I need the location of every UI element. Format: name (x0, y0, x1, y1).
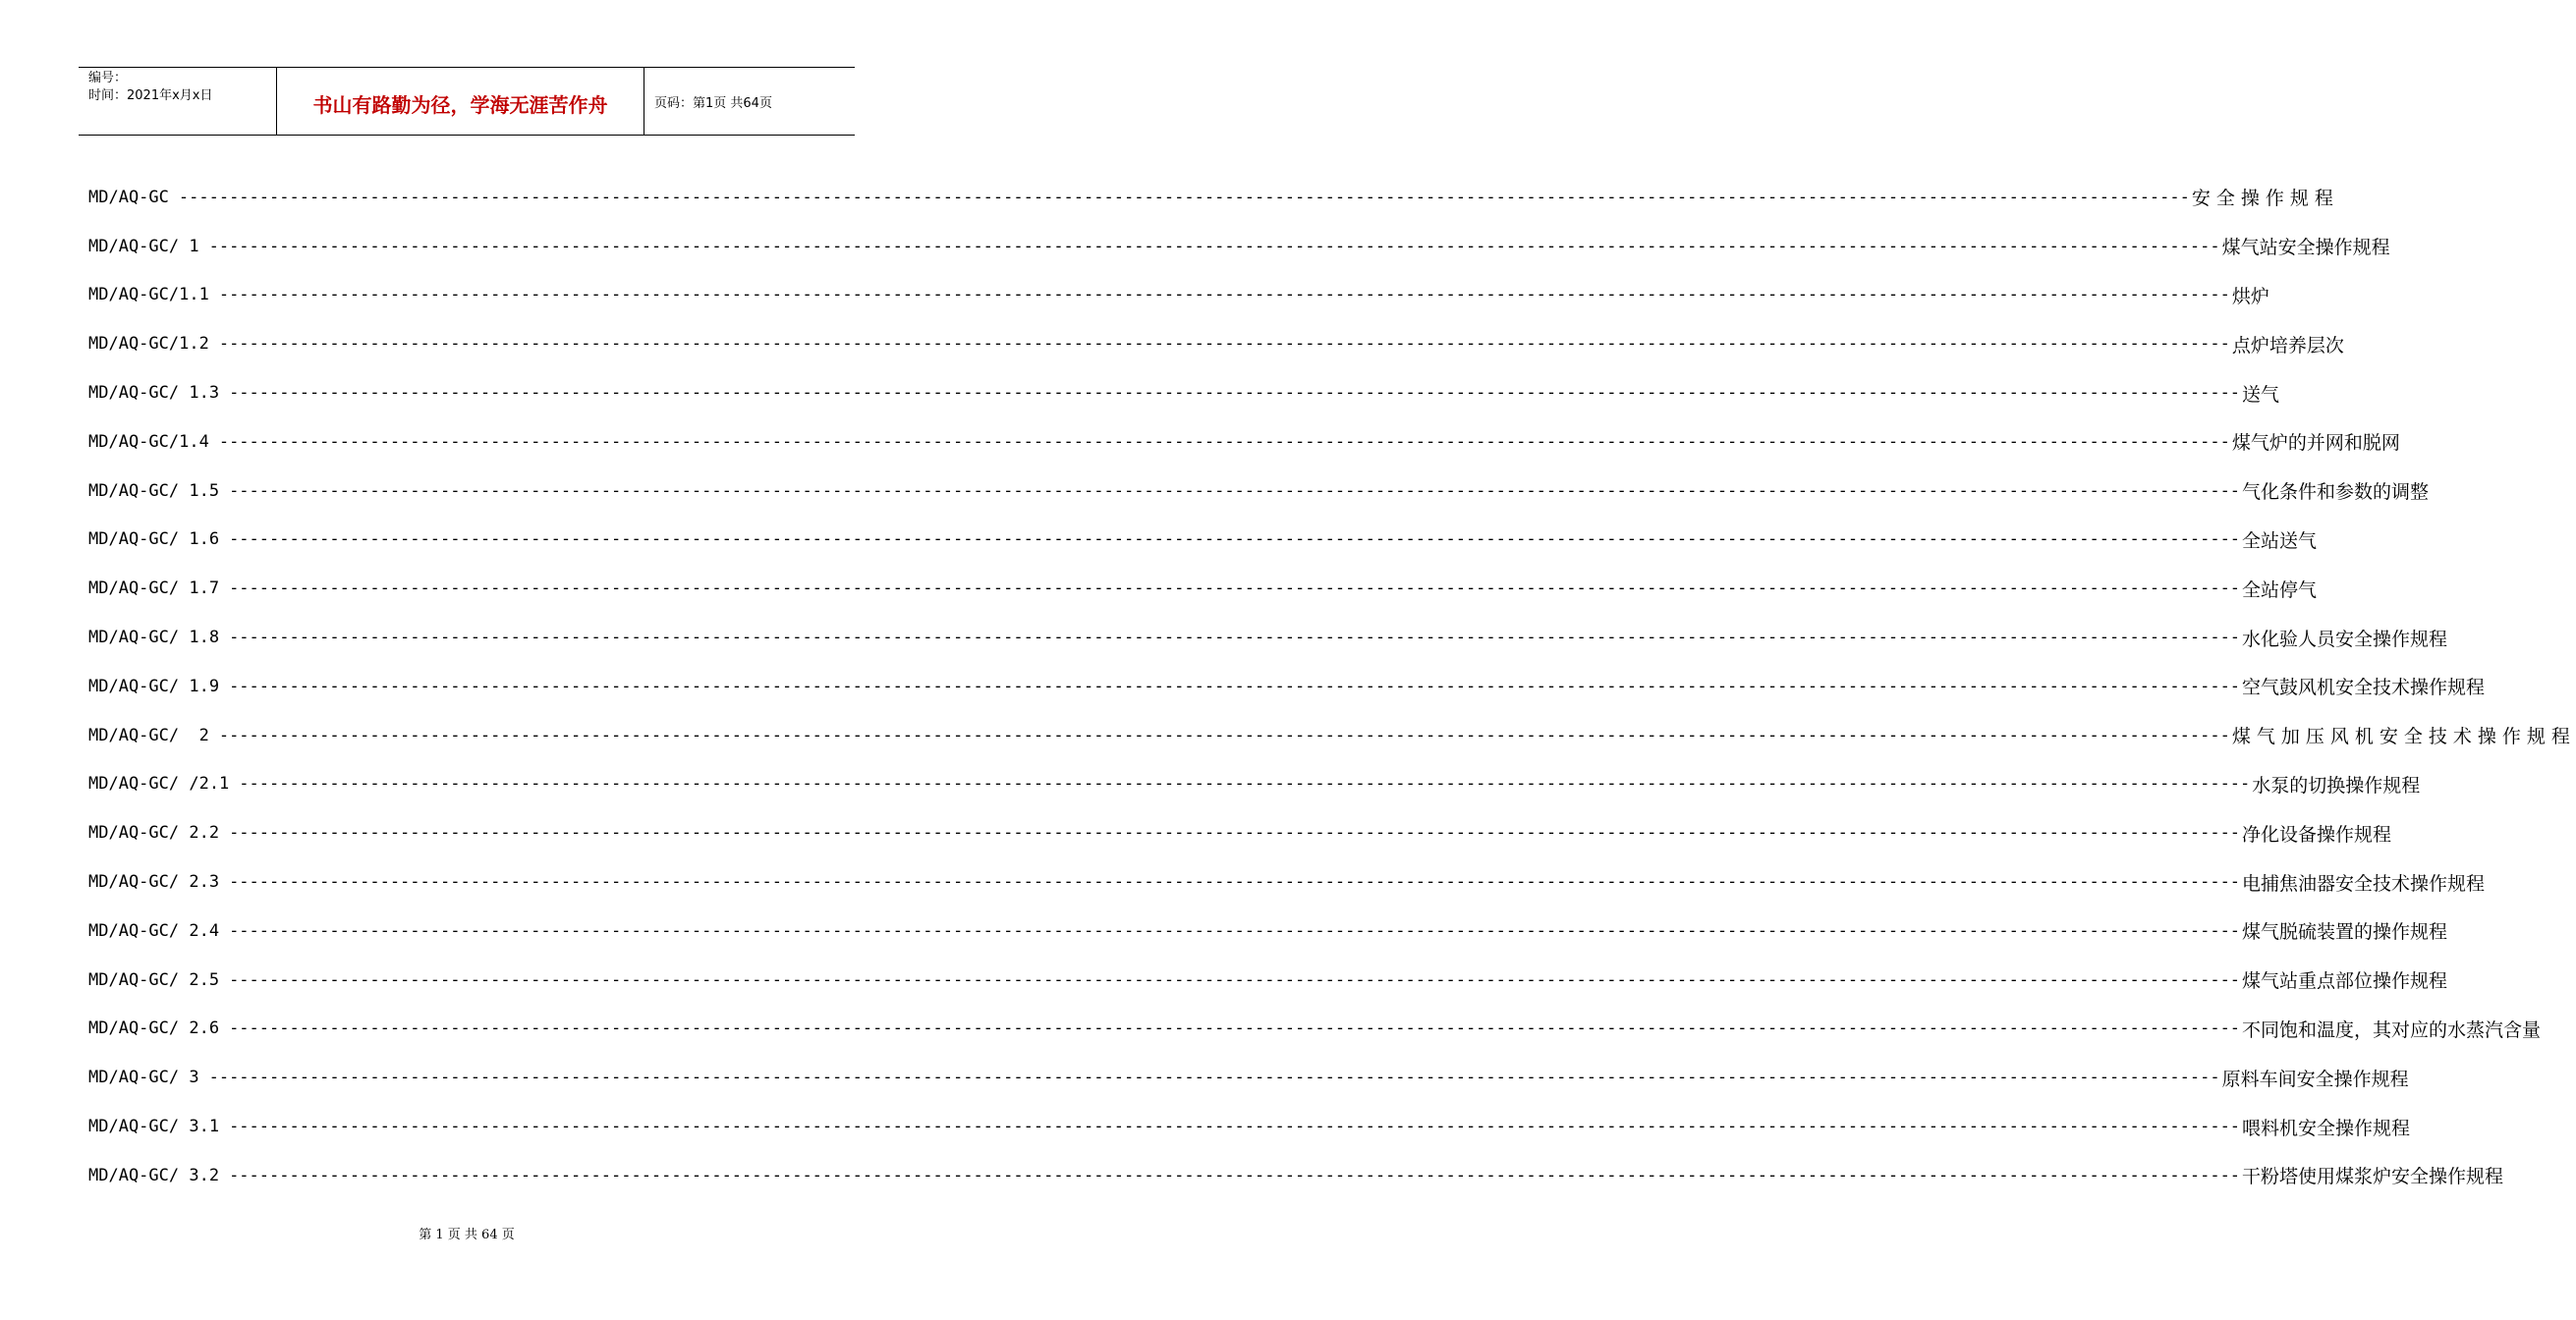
toc-entry-code: MD/AQ-GC/ 2.4 (88, 920, 220, 941)
toc-entry-title: 全站送气 (2242, 529, 2318, 552)
toc-leader-dashes: -------------------------------------------------------------------------------------------------------------------------------------------------------------------------------------------------------- (229, 969, 2241, 990)
toc-entry-code: MD/AQ-GC (88, 187, 169, 207)
toc-entry-code: MD/AQ-GC/ 1 (88, 236, 199, 256)
toc-entry-title: 送气 (2242, 383, 2280, 406)
toc-entry[interactable] (88, 271, 2269, 320)
toc-entry[interactable] (88, 1005, 2542, 1054)
toc-entry[interactable] (88, 222, 2390, 271)
toc-entry-title: 煤气脱硫装置的操作规程 (2242, 921, 2448, 944)
toc-entry-code: MD/AQ-GC/ 2.6 (88, 1018, 220, 1039)
toc-leader-dashes: -------------------------------------------------------------------------------------------------------------------------------------------------------------------------------------------------------- (229, 920, 2241, 941)
toc-entry-title: 全站停气 (2242, 578, 2318, 601)
toc-leader-dashes: -------------------------------------------------------------------------------------------------------------------------------------------------------------------------------------------------------- (229, 872, 2241, 893)
toc-entry[interactable] (88, 516, 2318, 565)
toc-leader-dashes: -------------------------------------------------------------------------------------------------------------------------------------------------------------------------------------------------------- (239, 774, 2251, 795)
toc-entry[interactable] (88, 760, 2421, 809)
toc-entry-code: MD/AQ-GC/ 3.1 (88, 1117, 220, 1137)
page-header (79, 67, 855, 136)
toc-leader-dashes: -------------------------------------------------------------------------------------------------------------------------------------------------------------------------------------------------------- (208, 236, 2220, 256)
toc-leader-dashes: -------------------------------------------------------------------------------------------------------------------------------------------------------------------------------------------------------- (229, 578, 2241, 599)
toc-entry-title: 点炉培养层次 (2231, 334, 2344, 357)
toc-leader-dashes: -------------------------------------------------------------------------------------------------------------------------------------------------------------------------------------------------------- (218, 725, 2230, 745)
toc-leader-dashes: -------------------------------------------------------------------------------------------------------------------------------------------------------------------------------------------------------- (208, 1068, 2220, 1088)
toc-entry-code: MD/AQ-GC/ 2.2 (88, 823, 220, 844)
toc-entry-code: MD/AQ-GC/1.2 (88, 334, 209, 355)
toc-leader-dashes: -------------------------------------------------------------------------------------------------------------------------------------------------------------------------------------------------------- (229, 676, 2241, 696)
toc-entry-code: MD/AQ-GC/1.4 (88, 431, 209, 452)
toc-entry[interactable] (88, 711, 2576, 760)
toc-entry-code: MD/AQ-GC/ 1.5 (88, 480, 220, 501)
toc-entry-title: 煤气炉的并网和脱网 (2231, 432, 2400, 455)
toc-entry[interactable] (88, 956, 2448, 1005)
toc-entry-title: 净化设备操作规程 (2242, 823, 2392, 846)
toc-entry-code: MD/AQ-GC/ 1.9 (88, 676, 220, 696)
toc-entry-title: 原料车间安全操作规程 (2221, 1068, 2409, 1090)
table-of-contents (88, 173, 2576, 1200)
toc-entry-code: MD/AQ-GC/ 3.2 (88, 1165, 220, 1185)
toc-entry-code: MD/AQ-GC/ 1.6 (88, 529, 220, 550)
toc-leader-dashes: -------------------------------------------------------------------------------------------------------------------------------------------------------------------------------------------------------- (229, 823, 2241, 844)
toc-entry-code: MD/AQ-GC/ /2.1 (88, 774, 230, 795)
toc-entry-code: MD/AQ-GC/ 1.7 (88, 578, 220, 599)
toc-entry-code: MD/AQ-GC/ 1.3 (88, 383, 220, 404)
header-meta (79, 68, 277, 135)
toc-leader-dashes: -------------------------------------------------------------------------------------------------------------------------------------------------------------------------------------------------------- (229, 1165, 2241, 1185)
toc-entry-title: 煤气站安全操作规程 (2221, 237, 2390, 259)
toc-leader-dashes: -------------------------------------------------------------------------------------------------------------------------------------------------------------------------------------------------------- (218, 285, 2230, 305)
toc-leader-dashes: -------------------------------------------------------------------------------------------------------------------------------------------------------------------------------------------------------- (218, 431, 2230, 452)
time-label: 时间：2021年x月x日 (88, 88, 213, 103)
toc-entry-title: 煤气加压风机安全技术操作规程 (2231, 726, 2576, 748)
toc-entry-code: MD/AQ-GC/ 1.8 (88, 628, 220, 648)
toc-entry-code: MD/AQ-GC/ 3 (88, 1068, 199, 1088)
code-label: 编号： (88, 71, 128, 85)
toc-entry-title: 烘炉 (2231, 285, 2269, 307)
toc-leader-dashes: -------------------------------------------------------------------------------------------------------------------------------------------------------------------------------------------------------- (229, 1117, 2241, 1137)
toc-entry[interactable] (88, 1102, 2411, 1151)
toc-leader-dashes: -------------------------------------------------------------------------------------------------------------------------------------------------------------------------------------------------------- (229, 529, 2241, 550)
toc-entry-title: 气化条件和参数的调整 (2242, 481, 2430, 504)
toc-leader-dashes: -------------------------------------------------------------------------------------------------------------------------------------------------------------------------------------------------------- (218, 334, 2230, 355)
toc-entry[interactable] (88, 173, 2339, 222)
toc-entry[interactable] (88, 467, 2430, 516)
toc-entry-code: MD/AQ-GC/ 2.5 (88, 969, 220, 990)
toc-entry[interactable] (88, 808, 2392, 857)
toc-entry-title: 煤气站重点部位操作规程 (2242, 970, 2448, 993)
toc-entry[interactable] (88, 1053, 2409, 1102)
header-motto: 书山有路勤为径，学海无涯苦作舟 (277, 68, 644, 135)
toc-entry[interactable] (88, 907, 2448, 956)
toc-entry[interactable] (88, 368, 2280, 417)
toc-entry[interactable] (88, 613, 2448, 662)
toc-leader-dashes: -------------------------------------------------------------------------------------------------------------------------------------------------------------------------------------------------------- (229, 383, 2241, 404)
toc-entry-code: MD/AQ-GC/ 2.3 (88, 872, 220, 893)
toc-leader-dashes: -------------------------------------------------------------------------------------------------------------------------------------------------------------------------------------------------------- (229, 628, 2241, 648)
toc-entry[interactable] (88, 564, 2318, 613)
toc-entry-title: 空气鼓风机安全技术操作规程 (2242, 677, 2486, 699)
toc-entry-title: 水化验人员安全操作规程 (2242, 628, 2448, 650)
toc-entry-title: 水泵的切换操作规程 (2252, 774, 2421, 797)
toc-entry[interactable] (88, 417, 2400, 467)
toc-entry-code: MD/AQ-GC/1.1 (88, 285, 209, 305)
toc-entry-title: 喂料机安全操作规程 (2242, 1117, 2411, 1139)
toc-entry-title: 电捕焦油器安全技术操作规程 (2242, 872, 2486, 895)
header-page-info: 页码：第1页 共64页 (654, 95, 772, 111)
toc-entry[interactable] (88, 662, 2486, 711)
toc-entry-title: 不同饱和温度，其对应的水蒸汽含量 (2242, 1018, 2542, 1041)
toc-leader-dashes: -------------------------------------------------------------------------------------------------------------------------------------------------------------------------------------------------------- (178, 187, 2190, 207)
toc-entry-title: 安全操作规程 (2191, 188, 2339, 210)
page-footer: 第 1 页 共 64 页 (419, 1228, 515, 1242)
toc-entry-code: MD/AQ-GC/ 2 (88, 725, 209, 745)
toc-leader-dashes: -------------------------------------------------------------------------------------------------------------------------------------------------------------------------------------------------------- (229, 480, 2241, 501)
toc-entry[interactable] (88, 857, 2486, 907)
toc-entry-title: 干粉塔使用煤浆炉安全操作规程 (2242, 1166, 2504, 1188)
toc-leader-dashes: -------------------------------------------------------------------------------------------------------------------------------------------------------------------------------------------------------- (229, 1018, 2241, 1039)
toc-entry[interactable] (88, 319, 2344, 368)
toc-entry[interactable] (88, 1151, 2504, 1200)
